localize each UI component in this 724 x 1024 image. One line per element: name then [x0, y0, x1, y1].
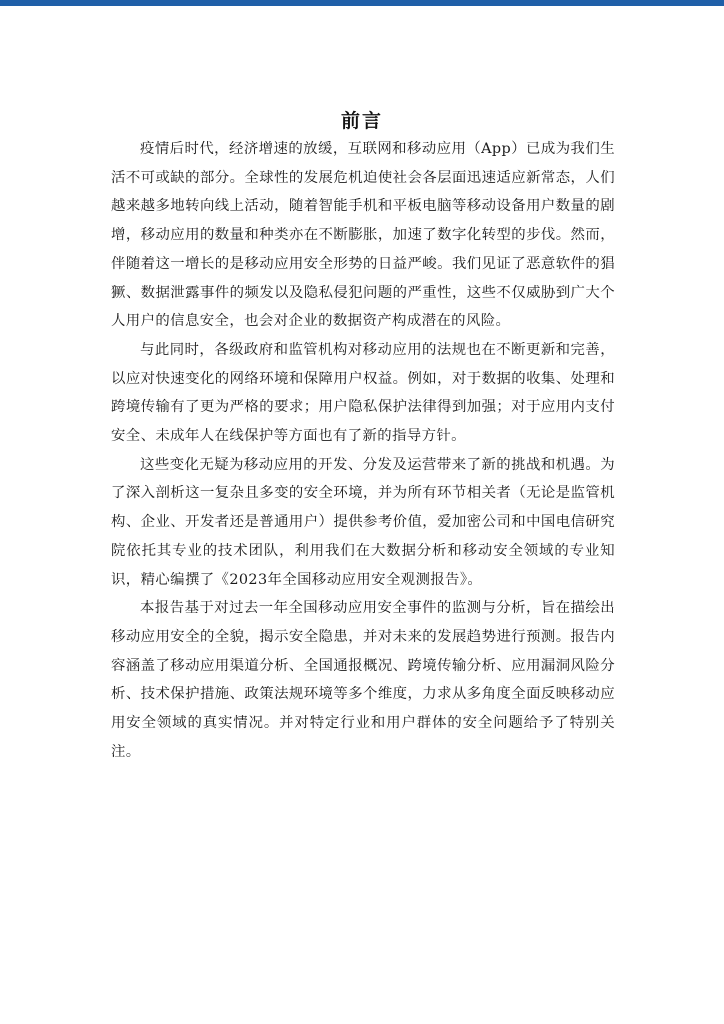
paragraph-3: 这些变化无疑为移动应用的开发、分发及运营带来了新的挑战和机遇。为了深入剖析这一复杂且多变的安全环境，并为所有环节相关者（无论是监管机构、企业、开发者还是普通用户）提供参考价值，爱加密公司和中国电信研究院依托其专业的技术团队，利用我们在大数据分析和移动安全领域的专业知识，精心编撰了《2023年全国移动应用安全观测报告》。: [111, 456, 615, 588]
header-accent-bar: [0, 0, 724, 6]
page-title: 前言: [340, 109, 383, 132]
paragraph-2: 与此同时，各级政府和监管机构对移动应用的法规也在不断更新和完善，以应对快速变化的网络环境和保障用户权益。例如，对于数据的收集、处理和跨境传输有了更为严格的要求；用户隐私保护法律得到加强；对于应用内支付安全、未成年人在线保护等方面也有了新的指导方针。: [111, 341, 615, 445]
paragraph-4: 本报告基于对过去一年全国移动应用安全事件的监测与分析，旨在描绘出移动应用安全的全貌，揭示安全隐患，并对未来的发展趋势进行预测。报告内容涵盖了移动应用渠道分析、全国通报概况、跨境传输分析、应用漏洞风险分析、技术保护措施、政策法规环境等多个维度，力求从多角度全面反映移动应用安全领域的真实情况。并对特定行业和用户群体的安全问题给予了特别关注。: [111, 600, 615, 760]
paragraph-1: 疫情后时代，经济增速的放缓，互联网和移动应用（App）已成为我们生活不可或缺的部分。全球性的发展危机迫使社会各层面迅速适应新常态，人们越来越多地转向线上活动，随着智能手机和平板电脑等移动设备用户数量的剧增，移动应用的数量和种类亦在不断膨胀，加速了数字化转型的步伐。然而，伴随着这一增长的是移动应用安全形势的日益严峻。我们见证了恶意软件的猖獗、数据泄露事件的频发以及隐私侵犯问题的严重性，这些不仅威胁到广大个人用户的信息安全，也会对企业的数据资产构成潜在的风险。: [111, 141, 615, 330]
preface-body: [111, 135, 615, 766]
